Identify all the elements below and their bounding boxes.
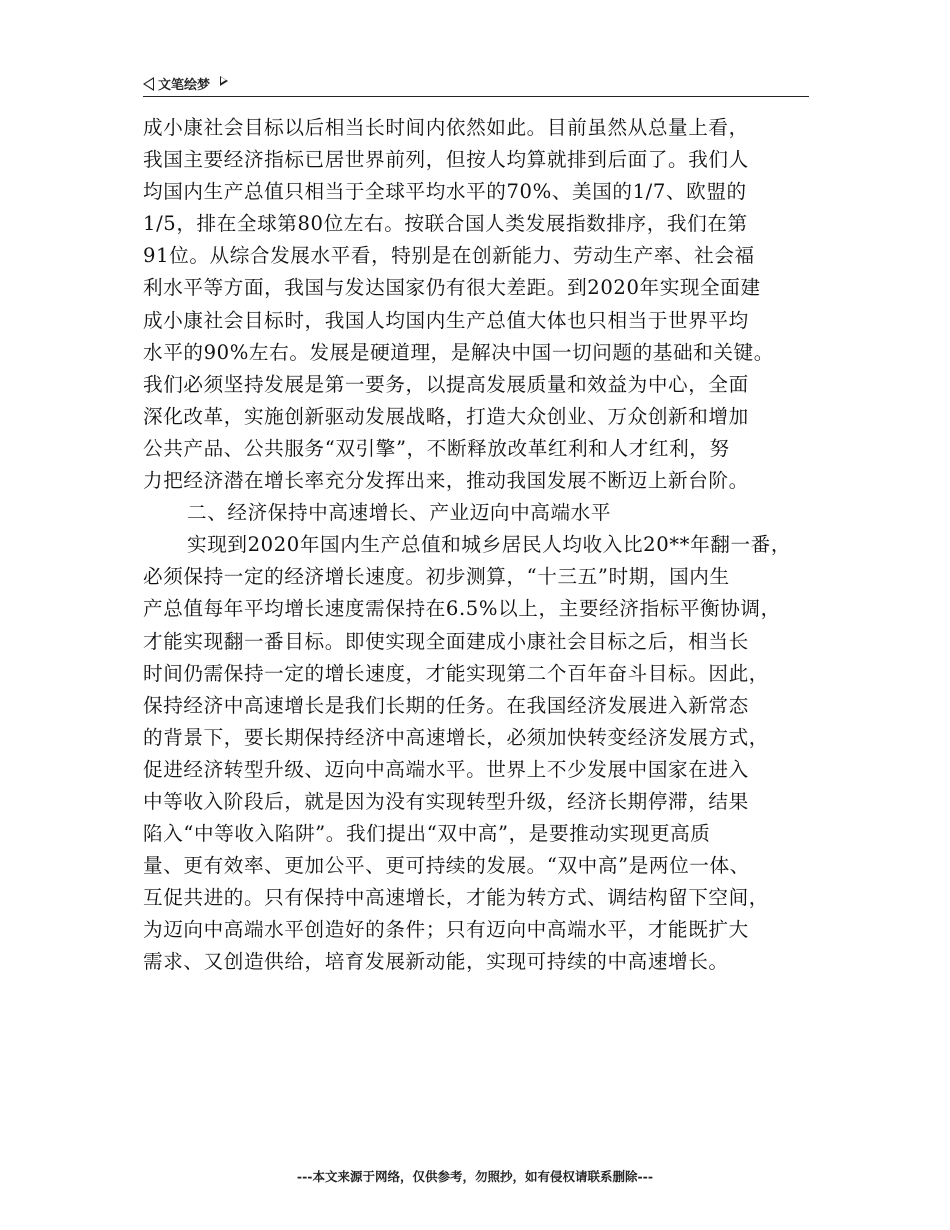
paragraph-line: 我们必须坚持发展是第一要务，以提高发展质量和效益为中心，全面 <box>143 372 749 396</box>
page-footer: ---本文来源于网络，仅供参考，勿照抄，如有侵权请联系删除--- <box>296 1169 654 1184</box>
paragraph-line: 深化改革，实施创新驱动发展战略，打造大众创业、万众创新和增加 <box>143 404 749 428</box>
page-header <box>143 72 809 97</box>
paragraph-line: 力把经济潜在增长率充分发挥出来，推动我国发展不断迈上新台阶。 <box>143 469 749 493</box>
paragraph-line: 必须保持一定的经济增长速度。初步测算，“十三五”时期，国内生 <box>143 565 730 589</box>
paragraph-line: 的背景下，要长期保持经济中高速增长，必须加快转变经济发展方式， <box>143 725 770 749</box>
paragraph-line: 成小康社会目标以后相当长时间内依然如此。目前虽然从总量上看， <box>143 116 749 139</box>
right-triangle-icon <box>220 76 228 86</box>
paragraph-line: 促进经济转型升级、迈向中高端水平。世界上不少发展中国家在进入 <box>143 757 749 781</box>
paragraph-line: 才能实现翻一番目标。即使实现全面建成小康社会目标之后，相当长 <box>143 629 749 653</box>
paragraph-line: 91位。从综合发展水平看，特别是在创新能力、劳动生产率、社会福 <box>143 244 755 268</box>
paragraph-line: 中等收入阶段后，就是因为没有实现转型升级，经济长期停滞，结果 <box>143 789 749 813</box>
paragraph-line: 成小康社会目标时，我国人均国内生产总值大体也只相当于世界平均 <box>143 308 749 332</box>
paragraph-line: 1/5，排在全球第80位左右。按联合国人类发展指数排序，我们在第 <box>143 212 748 236</box>
paragraph-line: 保持经济中高速增长是我们长期的任务。在我国经济发展进入新常态 <box>143 693 749 717</box>
paragraph-line: 均国内生产总值只相当于全球平均水平的70%、美国的1/7、欧盟的 <box>143 180 747 204</box>
paragraph-line: 水平的90%左右。发展是硬道理，是解决中国一切问题的基础和关键。 <box>143 340 774 364</box>
paragraph-line-indented: 实现到2020年国内生产总值和城乡居民人均收入比20**年翻一番， <box>187 533 792 557</box>
paragraph-line: 时间仍需保持一定的增长速度，才能实现第二个百年奋斗目标。因此， <box>143 661 770 685</box>
brand-name: 文笔绘梦 <box>158 78 211 93</box>
paragraph-line-indented: 二、经济保持中高速增长、产业迈向中高端水平 <box>187 501 612 525</box>
paragraph-line: 需求、又创造供给，培育发展新动能，实现可持续的中高速增长。 <box>143 950 729 974</box>
brand-logo <box>143 74 228 93</box>
left-triangle-icon <box>143 77 154 91</box>
paragraph-line: 公共产品、公共服务“双引擎”，不断释放改革红利和人才红利，努 <box>143 436 730 460</box>
paragraph-line: 陷入“中等收入陷阱”。我们提出“双中高”，是要推动实现更高质 <box>143 822 711 846</box>
paragraph-line: 产总值每年平均增长速度需保持在6.5%以上，主要经济指标平衡协调， <box>143 597 781 621</box>
paragraph-line: 量、更有效率、更加公平、更可持续的发展。“双中高”是两位一体、 <box>143 854 750 878</box>
document-body <box>143 112 815 979</box>
paragraph-line: 为迈向中高端水平创造好的条件；只有迈向中高端水平，才能既扩大 <box>143 918 749 942</box>
paragraph-line: 互促共进的。只有保持中高速增长，才能为转方式、调结构留下空间， <box>143 886 770 910</box>
paragraph-line: 利水平等方面，我国与发达国家仍有很大差距。到2020年实现全面建 <box>143 276 761 300</box>
paragraph-line: 我国主要经济指标已居世界前列，但按人均算就排到后面了。我们人 <box>143 148 749 172</box>
